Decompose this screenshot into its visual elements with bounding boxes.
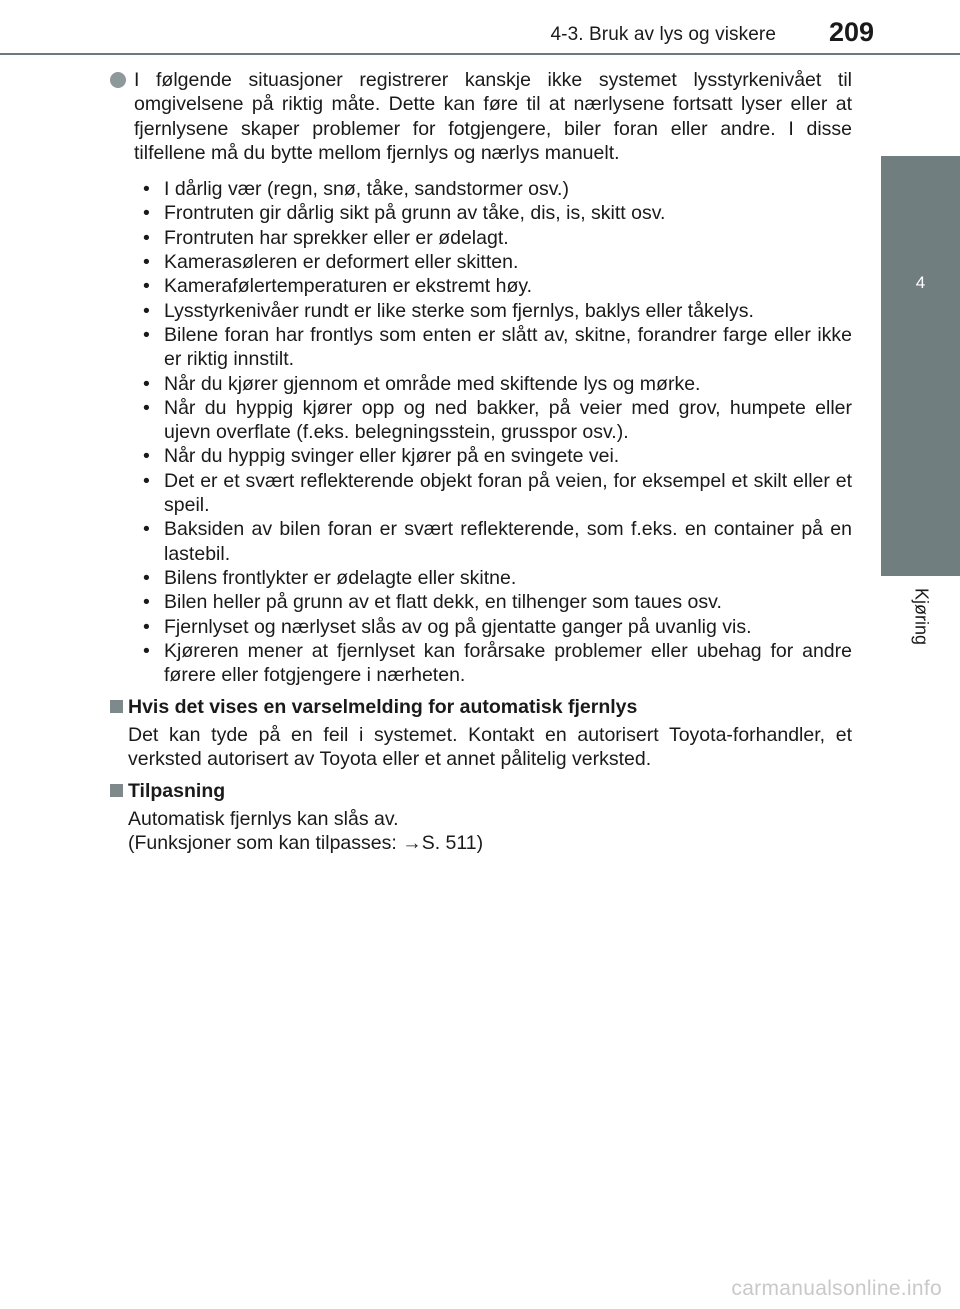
list-item: • Kjøreren mener at fjernlyset kan forårsake problemer eller ubehag for andre førere eller fotgjengere i nærheten. <box>134 639 852 688</box>
list-item: • Kamerasøleren er deformert eller skitten. <box>134 250 852 274</box>
intro-paragraph <box>110 68 852 165</box>
warning-section <box>110 695 852 771</box>
list-item: • Når du hyppig kjører opp og ned bakker, på veier med grov, humpete eller ujevn overflate (f.eks. belegningsstein, grusspor osv.). <box>134 396 852 445</box>
chapter-label <box>881 580 960 660</box>
section-title: 4-3. Bruk av lys og viskere <box>550 24 776 45</box>
customization-heading-text: Tilpasning <box>128 780 226 803</box>
list-item: • Det er et svært reflekterende objekt foran på veien, for eksempel et skilt eller et speil. <box>134 469 852 518</box>
intro-text: I følgende situasjoner registrerer kanskje ikke systemet lysstyrkenivået til omgivelsene på riktig måte. Dette kan føre til at nærlysene fortsatt lyser eller at fjernlysene skaper problemer for fotgjengere, biler foran eller andre. I disse tilfellene må du bytte mellom fjernlys og nærlys manuelt. <box>134 69 852 164</box>
list-item: • Når du hyppig svinger eller kjører på en svingete vei. <box>134 444 852 468</box>
warning-body-text: Det kan tyde på en feil i systemet. Kontakt en autorisert Toyota-forhandler, et verksted autorisert av Toyota eller et annet pålitelig verksted. <box>128 723 852 771</box>
customization-line-2: (Funksjoner som kan tilpasses: →S. 511) <box>128 831 484 854</box>
list-item: • Baksiden av bilen foran er svært reflekterende, som f.eks. en container på en lastebil. <box>134 517 852 566</box>
list-item: • Lysstyrkenivåer rundt er like sterke som fjernlys, baklys eller tåkelys. <box>134 299 852 323</box>
list-item: • I dårlig vær (regn, snø, tåke, sandstormer osv.) <box>134 177 852 201</box>
header-rule <box>0 53 960 55</box>
page-number: 209 <box>829 17 875 47</box>
chapter-label-text: Kjøring <box>911 588 931 646</box>
warning-body <box>110 723 852 772</box>
situation-list <box>134 177 852 687</box>
square-bullet-icon <box>110 784 123 797</box>
warning-heading-text: Hvis det vises en varselmelding for automatisk fjernlys <box>128 696 638 719</box>
main-content <box>110 68 852 855</box>
customization-heading <box>110 779 852 803</box>
list-item: • Når du kjører gjennom et område med skiftende lys og mørke. <box>134 372 852 396</box>
list-item: • Bilens frontlykter er ødelagte eller skitne. <box>134 566 852 590</box>
list-item: • Bilen heller på grunn av et flatt dekk, en tilhenger som taues osv. <box>134 590 852 614</box>
customization-line-1: Automatisk fjernlys kan slås av. <box>128 807 399 830</box>
customization-body <box>110 807 852 856</box>
customization-section <box>110 779 852 855</box>
list-item: • Bilene foran har frontlys som enten er slått av, skitne, forandrer farge eller ikke er riktig innstilt. <box>134 323 852 372</box>
list-item: • Frontruten har sprekker eller er ødelagt. <box>134 226 852 250</box>
list-item: • Frontruten gir dårlig sikt på grunn av tåke, dis, is, skitt osv. <box>134 201 852 225</box>
list-item: • Fjernlyset og nærlyset slås av og på gjentatte ganger på uvanlig vis. <box>134 615 852 639</box>
watermark: carmanualsonline.info <box>731 1277 942 1300</box>
list-item: • Kamerafølertemperaturen er ekstremt høy. <box>134 274 852 298</box>
chapter-tab <box>881 156 960 576</box>
warning-heading <box>110 695 852 719</box>
circle-bullet-icon <box>110 72 126 88</box>
square-bullet-icon <box>110 700 123 713</box>
chapter-number: 4 <box>915 273 926 292</box>
